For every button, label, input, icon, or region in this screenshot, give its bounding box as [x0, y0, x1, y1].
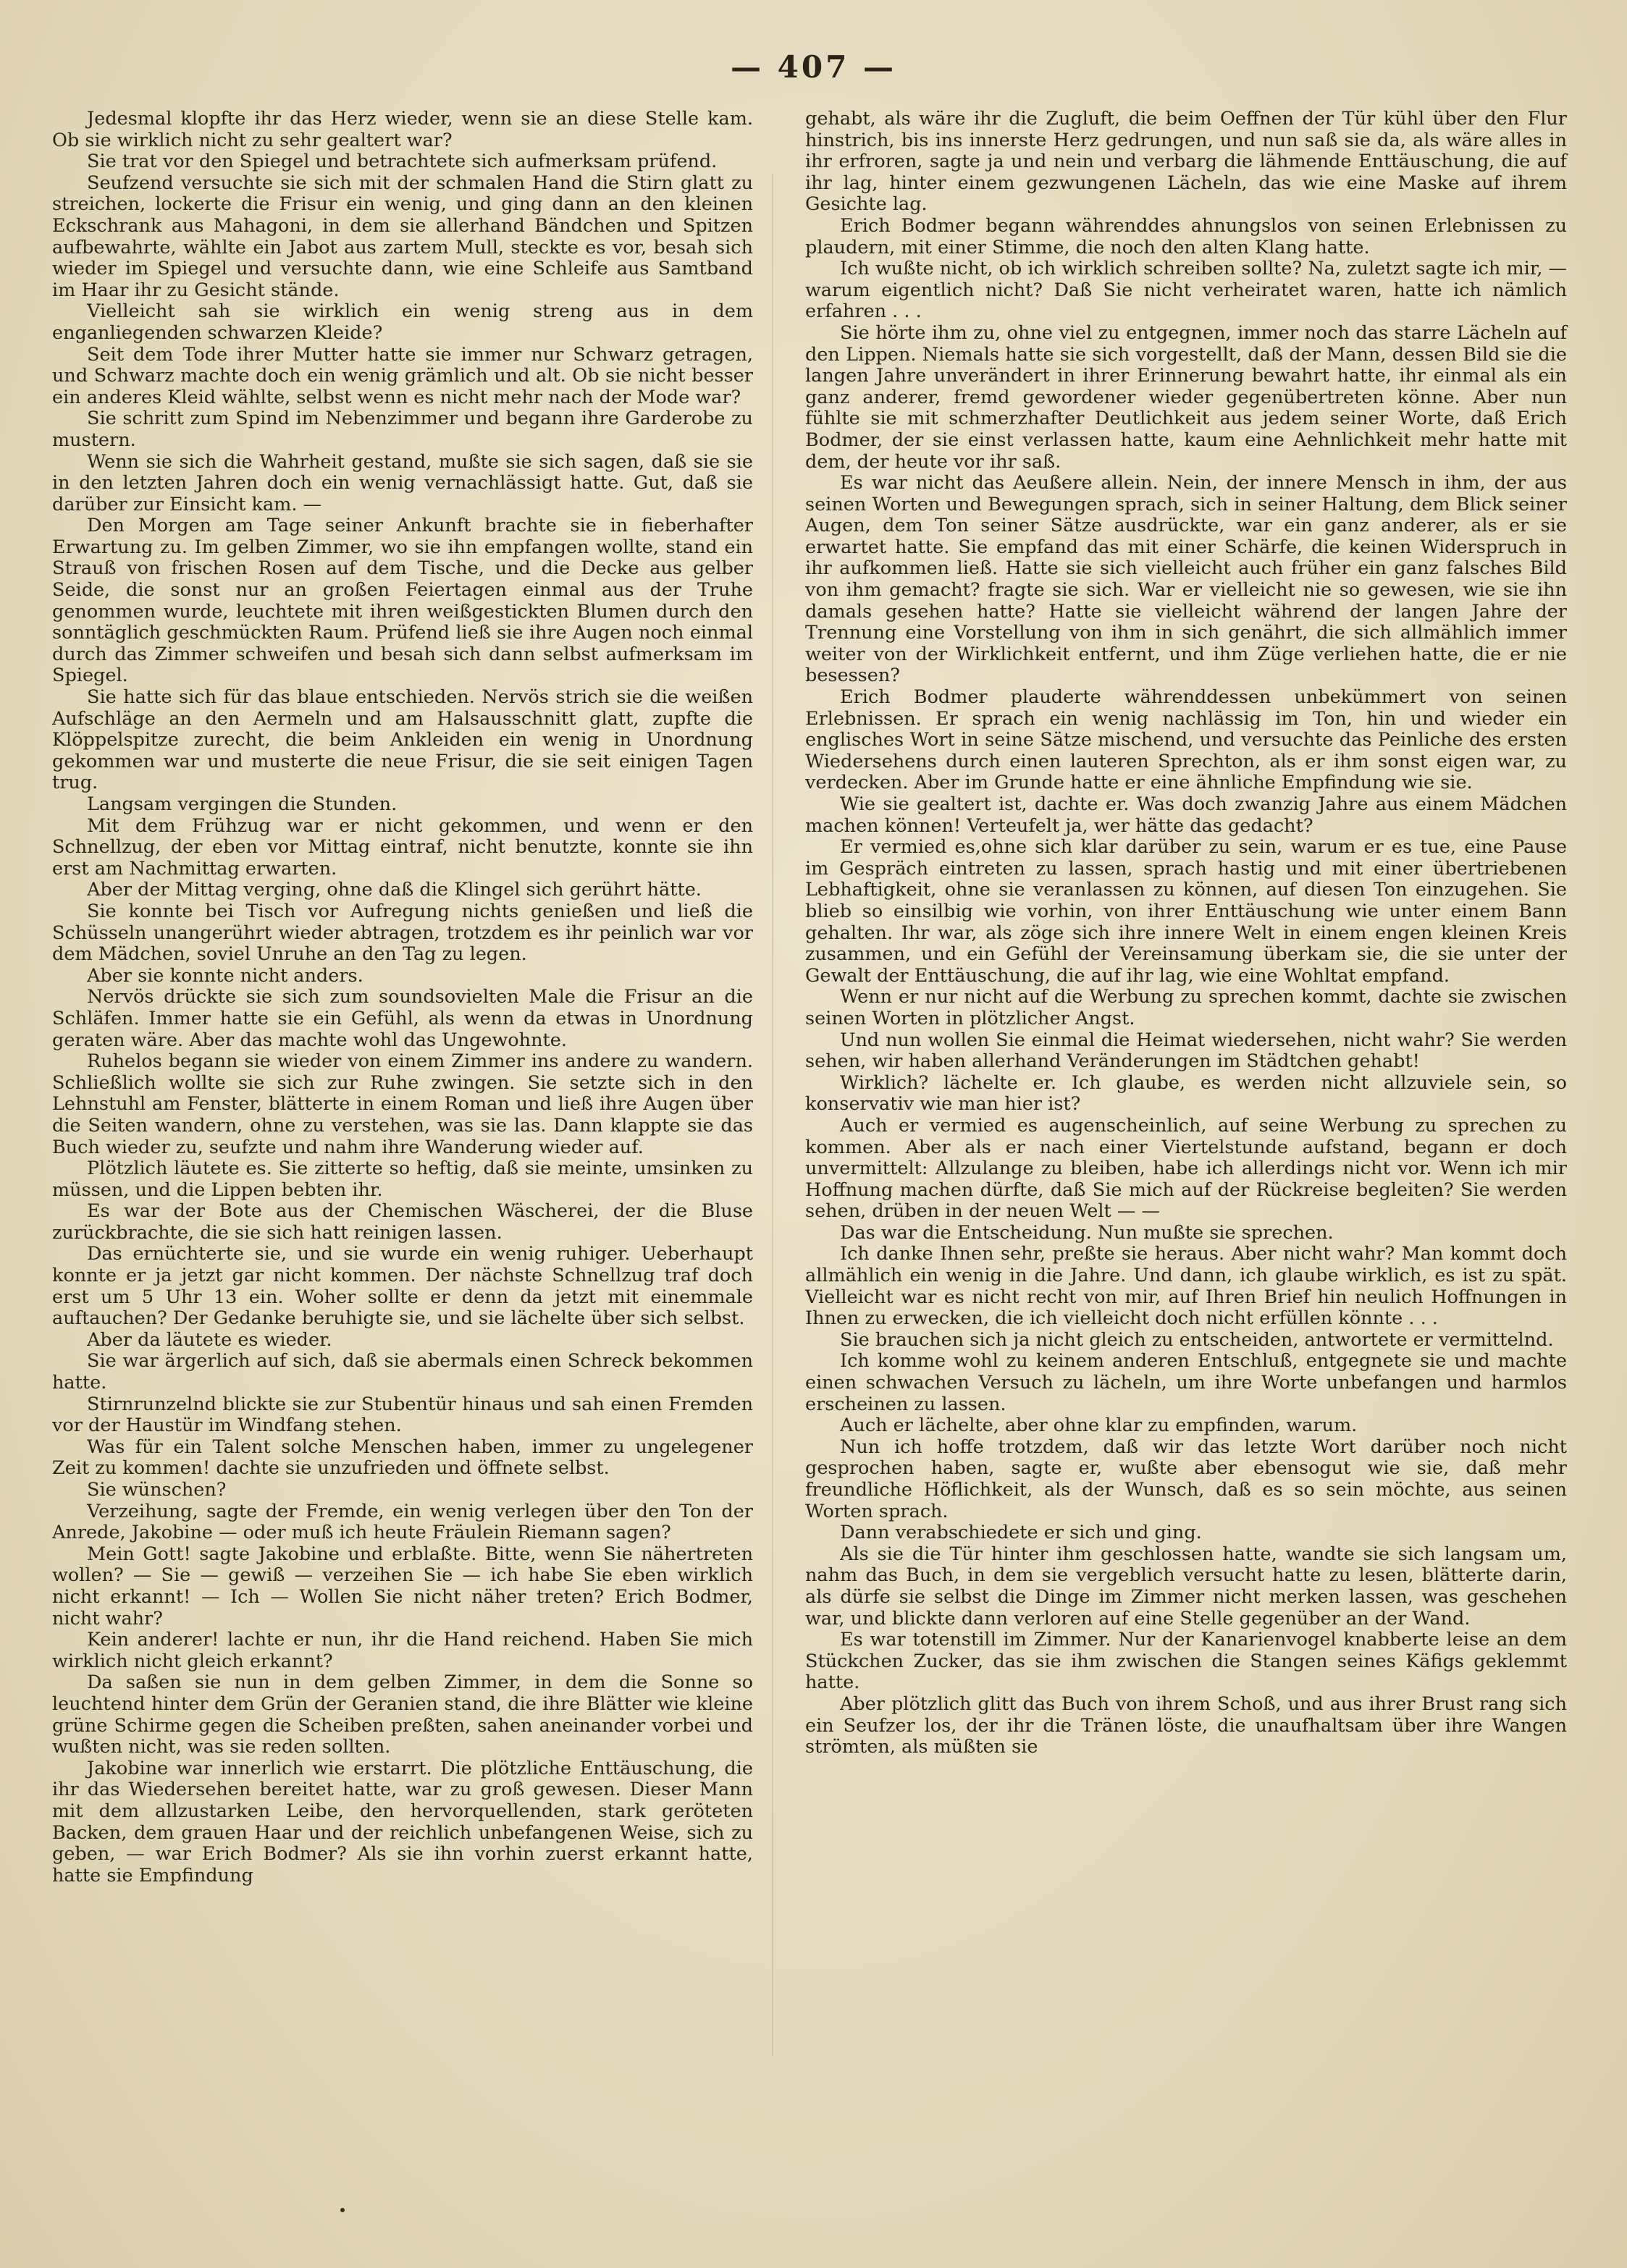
paragraph: Auch er lächelte, aber ohne klar zu empfinden, warum.	[840, 1415, 1358, 1437]
paragraph: Sie brauchen sich ja nicht gleich zu entscheiden, antwortete er vermittelnd.	[840, 1328, 1554, 1351]
paragraph: Verzeihung, sagte der Fremde, ein wenig verlegen über den Ton der Anrede, Jakobine — oder muß ich heute Fräulein Riemann sagen?	[52, 1500, 753, 1544]
paragraph: Sie konnte bei Tisch vor Aufregung nichts genießen und ließ die Schüsseln unangerührt wieder abtragen, trotzdem es ihr peinlich war vor dem Mädchen, soviel Unruhe an den Tag zu legen.	[52, 900, 753, 966]
paragraph: Das war die Entscheidung. Nun mußte sie sprechen.	[840, 1221, 1334, 1244]
column-divider	[772, 174, 773, 2056]
right-column	[805, 109, 1567, 1758]
paragraph: Und nun wollen Sie einmal die Heimat wiedersehen, nicht wahr? Sie werden sehen, wir haben allerhand Veränderungen im Städtchen gehabt!	[805, 1029, 1567, 1073]
paragraph: Er vermied es,ohne sich klar darüber zu sein, warum er es tue, eine Pause im Gespräch eintreten zu lassen, sprach hastig und mit einer übertriebenen Lebhaftigkeit, ohne sie veranlassen zu können, auf diesen Ton einzugehen. Sie blieb so einsilbig wie vorhin, von ihrer Enttäuschung wie unter einem Bann gehalten. Ihr war, als zöge sich ihre innere Welt in einem engen kleinen Kreis zusammen, und ein Gefühl der Vereinsamung überkam sie, die sie unter der Gewalt der Enttäuschung, die auf ihr lag, wie eine Wohltat empfand.	[805, 836, 1567, 987]
paragraph: Ich komme wohl zu keinem anderen Entschluß, entgegnete sie und machte einen schwachen Versuch zu lächeln, um ihre Worte unbefangen und harmlos erscheinen zu lassen.	[805, 1350, 1567, 1415]
paragraph: Es war der Bote aus der Chemischen Wäscherei, der die Bluse zurückbrachte, die sie sich hatt reinigen lassen.	[52, 1200, 753, 1244]
paragraph: Sie hörte ihm zu, ohne viel zu entgegnen, immer noch das starre Lächeln auf den Lippen. Niemals hatte sie sich vorgestellt, daß der Mann, dessen Bild sie die langen Jahre unverändert in ihrer Erinnerung bewahrt hatte, ihr einmal als ein ganz anderer, fremd gewordener wieder gegenübertreten könne. Aber nun fühlte sie mit schmerzhafter Deutlichkeit aus jedem seiner Worte, daß Erich Bodmer, der sie einst verlassen hatte, kaum eine Aehnlichkeit mehr hatte mit dem, der heute vor ihr saß.	[805, 321, 1567, 473]
paragraph: Stirnrunzelnd blickte sie zur Stubentür hinaus und sah einen Fremden vor der Haustür im Windfang stehen.	[52, 1393, 753, 1437]
paragraph: Auch er vermied es augenscheinlich, auf seine Werbung zu sprechen zu kommen. Aber als er nach einer Viertelstunde aufstand, begann er doch unvermittelt: Allzulange zu bleiben, habe ich allerdings nicht vor. Wenn ich mir Hoffnung machen dürfte, daß Sie mich auf der Rückreise begleiten? Sie werden sehen, drüben in der neuen Welt — —	[805, 1114, 1567, 1223]
paragraph: Wenn sie sich die Wahrheit gestand, mußte sie sich sagen, daß sie sie in den letzten Jahren doch ein wenig vernachlässigt hatte. Gut, daß sie darüber zur Einsicht kam. —	[52, 450, 753, 515]
paragraph: Das ernüchterte sie, und sie wurde ein wenig ruhiger. Ueberhaupt konnte er ja jetzt gar nicht kommen. Der nächste Schnellzug traf doch erst um 5 Uhr 13 ein. Woher sollte er denn da jetzt mit einemmale auftauchen? Der Gedanke beruhigte sie, und sie lächelte über sich selbst.	[52, 1243, 753, 1330]
paragraph: Nun ich hoffe trotzdem, daß wir das letzte Wort darüber noch nicht gesprochen haben, sagte er, wußte aber ebensogut wie sie, daß mehr freundliche Höflichkeit, als der Wunsch, daß es so sein möchte, aus seinen Worten sprach.	[805, 1436, 1567, 1522]
left-column	[52, 109, 753, 1887]
paragraph: Mein Gott! sagte Jakobine und erblaßte. Bitte, wenn Sie nähertreten wollen? — Sie — gewiß — verzeihen Sie — ich habe Sie eben wirklich nicht erkannt! — Ich — Wollen Sie nicht näher treten? Erich Bodmer, nicht wahr?	[52, 1543, 753, 1630]
paragraph: Erich Bodmer plauderte währenddessen unbekümmert von seinen Erlebnissen. Er sprach ein wenig nachlässig im Ton, hin und wieder ein englisches Wort in seine Sätze mischend, und versuchte das Peinliche des ersten Wiedersehens durch einen lauteren Sprechton, als er ihm sonst eigen war, zu verdecken. Aber im Grunde hatte er eine ähnliche Empfindung wie sie.	[805, 686, 1567, 794]
paragraph: Sie schritt zum Spind im Nebenzimmer und begann ihre Garderobe zu mustern.	[52, 408, 753, 451]
paragraph: Jedesmal klopfte ihr das Herz wieder, wenn sie an diese Stelle kam. Ob sie wirklich nicht zu sehr gealtert war?	[52, 108, 753, 151]
page-number: — 407 —	[731, 49, 896, 85]
print-speck	[340, 2208, 345, 2212]
paragraph: Wenn er nur nicht auf die Werbung zu sprechen kommt, dachte sie zwischen seinen Worten in plötzlicher Angst.	[805, 986, 1567, 1029]
paragraph: Ich wußte nicht, ob ich wirklich schreiben sollte? Na, zuletzt sagte ich mir, —warum eigentlich nicht? Daß Sie nicht verheiratet waren, hatte ich nämlich erfahren . . .	[805, 258, 1567, 323]
paragraph: Nervös drückte sie sich zum soundsovielten Male die Frisur an die Schläfen. Immer hatte sie ein Gefühl, als wenn da etwas in Unordnung geraten wäre. Aber das machte wohl das Ungewohnte.	[52, 986, 753, 1051]
paragraph: Wirklich? lächelte er. Ich glaube, es werden nicht allzuviele sein, so konservativ wie man hier ist?	[805, 1071, 1567, 1116]
paragraph: Aber da läutete es wieder.	[87, 1328, 332, 1351]
paragraph: Sie war ärgerlich auf sich, daß sie abermals einen Schreck bekommen hatte.	[52, 1350, 753, 1394]
paragraph: Kein anderer! lachte er nun, ihr die Hand reichend. Haben Sie mich wirklich nicht gleich erkannt?	[52, 1629, 753, 1672]
paragraph: Dann verabschiedete er sich und ging.	[840, 1522, 1202, 1544]
paragraph: Seit dem Tode ihrer Mutter hatte sie immer nur Schwarz getragen, und Schwarz machte doch ein wenig grämlich und alt. Ob sie nicht besser ein anderes Kleid wählte, selbst wenn es nicht mehr nach der Mode war?	[52, 343, 753, 408]
paragraph: Aber der Mittag verging, ohne daß die Klingel sich gerührt hätte.	[87, 879, 702, 901]
paragraph: Sie hatte sich für das blaue entschieden. Nervös strich sie die weißen Aufschläge an den Aermeln und am Halsausschnitt glatt, zupfte die Klöppelspitze zurecht, die beim Ankleiden ein wenig in Unordnung gekommen war und musterte die neue Frisur, die sie seit einigen Tagen trug.	[52, 686, 753, 794]
paragraph: Da saßen sie nun in dem gelben Zimmer, in dem die Sonne so leuchtend hinter dem Grün der Geranien stand, die ihre Blätter wie kleine grüne Schirme gegen die Scheiben preßten, sahen aneinander vorbei und wußten nicht, was sie reden sollten.	[52, 1672, 753, 1758]
paragraph: Aber sie konnte nicht anders.	[87, 964, 363, 987]
paragraph: Plötzlich läutete es. Sie zitterte so heftig, daß sie meinte, umsinken zu müssen, und die Lippen bebten ihr.	[52, 1158, 753, 1201]
paragraph: Ruhelos begann sie wieder von einem Zimmer ins andere zu wandern. Schließlich wollte sie sich zur Ruhe zwingen. Sie setzte sich in den Lehnstuhl am Fenster, blätterte in einem Roman und ließ ihre Augen über die Seiten wandern, ohne zu verstehen, was sie las. Dann klappte sie das Buch wieder zu, seufzte und nahm ihre Wanderung wieder auf.	[52, 1050, 753, 1158]
paragraph: Als sie die Tür hinter ihm geschlossen hatte, wandte sie sich langsam um, nahm das Buch, in dem sie vergeblich versucht hatte zu lesen, blätterte darin, als dürfe sie selbst die Dinge im Zimmer nicht merken lassen, was geschehen war, und blickte dann verloren auf eine Stelle gegenüber an der Wand.	[805, 1543, 1567, 1630]
paragraph: Sie trat vor den Spiegel und betrachtete sich aufmerksam prüfend.	[87, 151, 718, 173]
paragraph: Den Morgen am Tage seiner Ankunft brachte sie in fieberhafter Erwartung zu. Im gelben Zimmer, wo sie ihn empfangen wollte, stand ein Strauß von frischen Rosen auf dem Tische, und die Decke aus gelber Seide, die sonst nur an großen Feiertagen einmal aus der Truhe genommen wurde, leuchtete mit ihren weißgestickten Blumen durch den sonntäglich geschmückten Raum. Prüfend ließ sie ihre Augen noch einmal durch das Zimmer schweifen und besah sich dann selbst aufmerksam im Spiegel.	[52, 515, 753, 687]
paragraph: Erich Bodmer begann währenddes ahnungslos von seinen Erlebnissen zu plaudern, mit einer Stimme, die noch den alten Klang hatte.	[805, 214, 1567, 258]
paragraph: Aber plötzlich glitt das Buch von ihrem Schoß, und aus ihrer Brust rang sich ein Seufzer los, der ihr die Tränen löste, die unaufhaltsam über ihre Wangen strömten, als müßten sie	[805, 1692, 1567, 1758]
paragraph: Was für ein Talent solche Menschen haben, immer zu ungelegener Zeit zu kommen! dachte sie unzufrieden und öffnete selbst.	[52, 1436, 753, 1480]
paragraph: Langsam vergingen die Stunden.	[87, 793, 398, 815]
paragraph: Sie wünschen?	[87, 1479, 227, 1501]
paragraph: Ich danke Ihnen sehr, preßte sie heraus. Aber nicht wahr? Man kommt doch allmählich ein wenig in die Jahre. Und dann, ich glaube wirklich, es ist zu spät. Vielleicht war es nicht recht von mir, auf Ihren Brief hin neulich Hoffnungen in Ihnen zu erwecken, die ich vielleicht doch nicht erfüllen könnte . . .	[805, 1243, 1567, 1330]
paragraph: gehabt, als wäre ihr die Zugluft, die beim Oeffnen der Tür kühl über den Flur hinstrich, bis ins innerste Herz gedrungen, und nun saß sie da, als wäre alles in ihr erfroren, sagte ja und nein und verbarg die lähmende Enttäuschung, die auf ihr lag, hinter einem gezwungenen Lächeln, das wie eine Maske auf ihrem Gesichte lag.	[805, 108, 1567, 216]
paragraph: Mit dem Frühzug war er nicht gekommen, und wenn er den Schnellzug, der eben vor Mittag eintraf, nicht benutzte, konnte sie ihn erst am Nachmittag erwarten.	[52, 814, 753, 880]
paragraph: Seufzend versuchte sie sich mit der schmalen Hand die Stirn glatt zu streichen, lockerte die Frisur ein wenig, und ging dann an den kleinen Eckschrank aus Mahagoni, in dem sie allerhand Bändchen und Spitzen aufbewahrte, wählte ein Jabot aus zartem Mull, steckte es vor, besah sich wieder im Spiegel und versuchte dann, wie eine Schleife aus Samtband im Haar ihr zu Gesicht stände.	[52, 172, 753, 301]
paragraph: Vielleicht sah sie wirklich ein wenig streng aus in dem enganliegenden schwarzen Kleide?	[52, 300, 753, 344]
paragraph: Wie sie gealtert ist, dachte er. Was doch zwanzig Jahre aus einem Mädchen machen können! Verteufelt ja, wer hätte das gedacht?	[805, 793, 1567, 837]
paragraph: Es war totenstill im Zimmer. Nur der Kanarienvogel knabberte leise an dem Stückchen Zucker, das sie ihm zwischen die Stangen seines Käfigs geklemmt hatte.	[805, 1629, 1567, 1694]
paragraph: Es war nicht das Aeußere allein. Nein, der innere Mensch in ihm, der aus seinen Worten und Bewegungen sprach, sich in seiner Haltung, dem Blick seiner Augen, dem Ton seiner Sätze ausdrückte, war ein ganz anderer, als er sie erwartet hatte. Sie empfand das mit einer Schärfe, die keinen Widerspruch in ihr aufkommen ließ. Hatte sie sich vielleicht auch früher ein ganz falsches Bild von ihm gemacht? fragte sie sich. War er vielleicht nie so gewesen, wie sie ihn damals gesehen hatte? Hatte sie vielleicht während der langen Jahre der Trennung eine Vorstellung von ihm in sich genährt, die sich allmählich immer weiter von der Wirklichkeit entfernt, und ihm Züge verliehen hatte, die er nie besessen?	[805, 472, 1567, 687]
paragraph: Jakobine war innerlich wie erstarrt. Die plötzliche Enttäuschung, die ihr das Wiedersehen bereitet hatte, war zu groß gewesen. Dieser Mann mit dem allzustarken Leibe, den hervorquellenden, stark geröteten Backen, dem grauen Haar und der reichlich unbefangenen Weise, sich zu geben, — war Erich Bodmer? Als sie ihn vorhin zuerst erkannt hatte, hatte sie Empfindung	[52, 1757, 753, 1887]
